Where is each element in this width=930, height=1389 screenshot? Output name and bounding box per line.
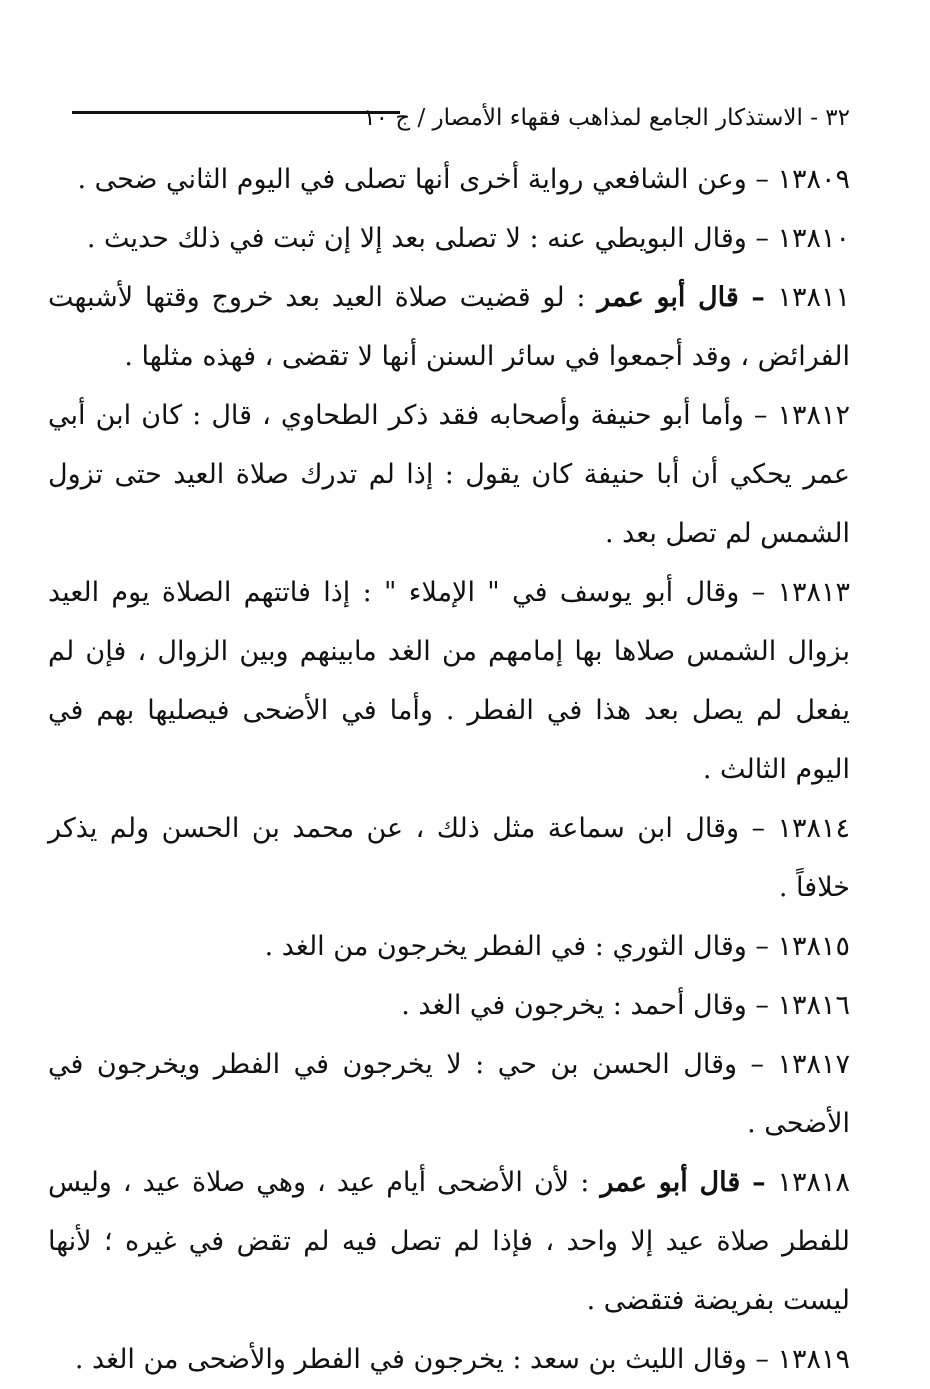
paragraph-text: – وقال ابن سماعة مثل ذلك ، عن محمد بن الحسن ولم يذكر خلافاً .	[48, 813, 850, 903]
paragraph-number: ١٣٨١٦	[777, 990, 850, 1021]
paragraph-number: ١٣٨١٤	[777, 813, 850, 844]
paragraph-text: – وعن الشافعي رواية أخرى أنها تصلى في اليوم الثاني ضحى .	[77, 164, 778, 195]
paragraph-text: – وقال الثوري : في الفطر يخرجون من الغد .	[264, 931, 778, 962]
speaker-label: – قال أبو عمر	[600, 1167, 778, 1198]
paragraph-number: ١٣٨١١	[777, 282, 850, 313]
paragraph-13817	[48, 1035, 850, 1153]
paragraph-number: ١٣٨١٧	[777, 1049, 850, 1080]
paragraph-13816	[48, 976, 850, 1035]
paragraph-text: – وقال أبو يوسف في " الإملاء " : إذا فاتتهم الصلاة يوم العيد بزوال الشمس صلاها بها إمامهم من الغد مابينهم وبين الزوال ، فإن لم يفعل لم يصل بعد هذا في الفطر . وأما في الأضحى فيصليها بهم في اليوم الثالث .	[48, 577, 850, 785]
paragraph-13818	[48, 1153, 850, 1330]
paragraph-text: : لأن الأضحى أيام عيد ، وهي صلاة عيد ، وليس للفطر صلاة عيد إلا واحد ، فإذا لم تصل فيه لم تقض في غيره ؛ لأنها ليست بفريضة فتقضى .	[48, 1167, 850, 1316]
body-text	[48, 150, 850, 1389]
paragraph-13813	[48, 563, 850, 799]
paragraph-13814	[48, 799, 850, 917]
paragraph-number: ١٣٨١٨	[777, 1167, 850, 1198]
speaker-label: – قال أبو عمر	[597, 282, 778, 313]
paragraph-13810	[48, 209, 850, 268]
paragraph-number: ١٣٨١٠	[777, 223, 850, 254]
paragraph-number: ١٣٨١٢	[777, 400, 850, 431]
paragraph-text: – وقال الحسن بن حي : لا يخرجون في الفطر ويخرجون في الأضحى .	[48, 1049, 850, 1139]
paragraph-text: – وقال الليث بن سعد : يخرجون في الفطر والأضحى من الغد .	[74, 1344, 778, 1375]
paragraph-number: ١٣٨٠٩	[777, 164, 850, 195]
running-head-text: ٣٢ - الاستذكار الجامع لمذاهب فقهاء الأمصار / ج ١٠	[363, 105, 850, 131]
header-rule	[72, 111, 400, 114]
paragraph-text: : لو قضيت صلاة العيد بعد خروج وقتها لأشبهت الفرائض ، وقد أجمعوا في سائر السنن أنها لا تقضى ، فهذه مثلها .	[48, 282, 850, 372]
running-head	[60, 98, 850, 138]
paragraph-13811	[48, 268, 850, 386]
paragraph-13819	[48, 1330, 850, 1389]
paragraph-text: – وأما أبو حنيفة وأصحابه فقد ذكر الطحاوي ، قال : كان ابن أبي عمر يحكي أن أبا حنيفة كان يقول : إذا لم تدرك صلاة العيد حتى تزول الشمس لم تصل بعد .	[48, 400, 850, 549]
paragraph-number: ١٣٨١٣	[777, 577, 850, 608]
paragraph-text: – وقال البويطي عنه : لا تصلى بعد إلا إن ثبت في ذلك حديث .	[86, 223, 778, 254]
paragraph-number: ١٣٨١٩	[777, 1344, 850, 1375]
paragraph-13815	[48, 917, 850, 976]
paragraph-13809	[48, 150, 850, 209]
paragraph-13812	[48, 386, 850, 563]
paragraph-text: – وقال أحمد : يخرجون في الغد .	[401, 990, 778, 1021]
paragraph-number: ١٣٨١٥	[777, 931, 850, 962]
